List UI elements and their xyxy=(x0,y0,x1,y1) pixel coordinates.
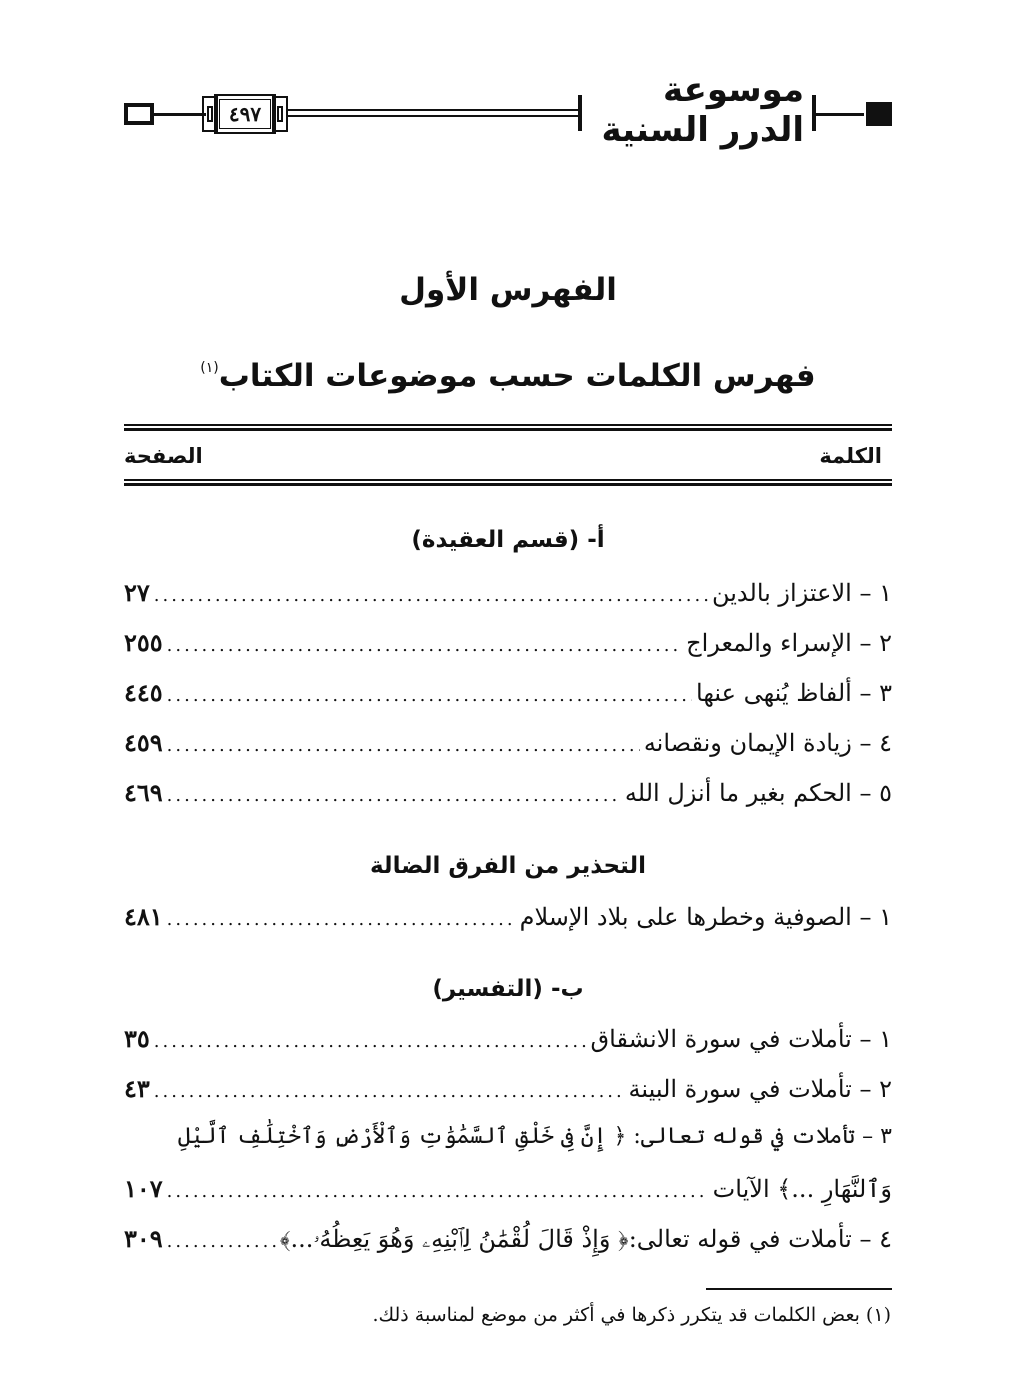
toc-entry[interactable] xyxy=(124,1024,892,1064)
toc-entry-label: ٣ – تأملات في قوله تعالى: ﴿ إِنَّ فِى خَلْقِ ٱلسَّمَٰوَٰتِ وَٱلْأَرْضِ وَٱخْتِلَٰفِ ٱلَّيْلِ xyxy=(177,1124,892,1149)
toc-entry-label: ٤ – تأملات في قوله تعالى:﴿ وَإِذْ قَالَ لُقْمَٰنُ لِٱبْنِهِۦ وَهُوَ يَعِظُهُۥ...﴾ xyxy=(279,1225,892,1253)
page-title: الفهرس الأول xyxy=(399,272,617,308)
toc-entry-page: ٤٤٥ xyxy=(124,678,163,707)
toc-entry-label: ٥ – الحكم بغير ما أنزل الله xyxy=(624,779,892,807)
header-ornament-square-solid xyxy=(866,102,892,126)
index-subtitle xyxy=(124,358,892,394)
toc-entry[interactable] xyxy=(124,1224,892,1264)
toc-entry-label: ١ – الصوفية وخطرها على بلاد الإسلام xyxy=(519,903,892,931)
header-rule xyxy=(154,113,206,116)
toc-entry[interactable] xyxy=(124,628,892,668)
toc-entry-label: ٣ – ألفاظ يُنهى عنها xyxy=(696,679,892,707)
leader-dots xyxy=(154,1031,587,1052)
toc-entry-label: وَٱلنَّهَارِ ...﴾ الآيات xyxy=(712,1175,892,1203)
header-ornament-knot xyxy=(272,96,288,132)
footnote-rule xyxy=(706,1288,892,1290)
toc-entry[interactable] xyxy=(124,578,892,618)
leader-dots xyxy=(167,1181,709,1202)
section-heading-firaq: التحذير من الفرق الضالة xyxy=(369,853,647,879)
leader-dots xyxy=(154,585,708,606)
footnote: (١) بعض الكلمات قد يتكرر ذكرها في أكثر من موضع لمناسبة ذلك. xyxy=(372,1304,891,1326)
column-page-label: الصفحة xyxy=(124,444,203,468)
page-number: ٤٩٧ xyxy=(214,94,276,134)
toc-entry[interactable] xyxy=(124,778,892,818)
toc-entry-label: ٢ – الإسراء والمعراج xyxy=(686,629,892,657)
toc-entry-label: ٤ – زيادة الإيمان ونقصانه xyxy=(643,729,892,757)
toc-entry-page: ٣٥ xyxy=(124,1024,150,1053)
running-header xyxy=(124,70,892,150)
leader-dots xyxy=(167,909,516,930)
footnote-marker: (١) xyxy=(200,360,219,376)
column-header xyxy=(124,424,892,486)
leader-dots xyxy=(167,635,682,656)
section-heading-tafseer: ب- (التفسير) xyxy=(432,976,584,1002)
header-double-rule xyxy=(288,109,578,117)
column-word-label: الكلمة xyxy=(819,444,882,468)
toc-entry-label: ٢ – تأملات في سورة البينة xyxy=(628,1075,892,1103)
section-heading-aqeedah: أ- (قسم العقيدة) xyxy=(411,527,605,553)
toc-entry-page: ٢٧ xyxy=(124,578,150,607)
toc-entry-page: ٢٥٥ xyxy=(124,628,163,657)
toc-entry-page: ٤٦٩ xyxy=(124,778,163,807)
running-title-logo: موسوعة الدرر السنية xyxy=(601,70,804,150)
toc-entry-page: ٤٥٩ xyxy=(124,728,163,757)
column-header-bottom-rule xyxy=(124,479,892,486)
toc-entry[interactable] xyxy=(124,1074,892,1114)
toc-entry-label: ١ – تأملات في سورة الانشقاق xyxy=(590,1025,892,1053)
toc-entry-line2[interactable] xyxy=(124,1174,892,1214)
toc-entry[interactable] xyxy=(124,678,892,718)
leader-dots xyxy=(167,735,640,756)
toc-entry[interactable] xyxy=(124,728,892,768)
column-header-top-rule xyxy=(124,424,892,431)
header-divider xyxy=(578,95,582,131)
toc-entry[interactable] xyxy=(124,902,892,942)
toc-entry-label: ١ – الاعتزاز بالدين xyxy=(711,579,892,607)
leader-dots xyxy=(167,685,692,706)
toc-entry-page: ٣٠٩ xyxy=(124,1224,163,1253)
leader-dots xyxy=(167,1231,276,1252)
leader-dots xyxy=(167,785,621,806)
header-rule xyxy=(816,113,864,116)
index-subtitle-text: فهرس الكلمات حسب موضوعات الكتاب xyxy=(218,358,816,394)
header-ornament-square-outline xyxy=(124,103,154,125)
toc-entry-line1[interactable] xyxy=(124,1124,892,1164)
toc-entry-page: ٤٣ xyxy=(124,1074,150,1103)
toc-entry-page: ٤٨١ xyxy=(124,902,163,931)
leader-dots xyxy=(154,1081,625,1102)
toc-entry-page: ١٠٧ xyxy=(124,1174,163,1203)
